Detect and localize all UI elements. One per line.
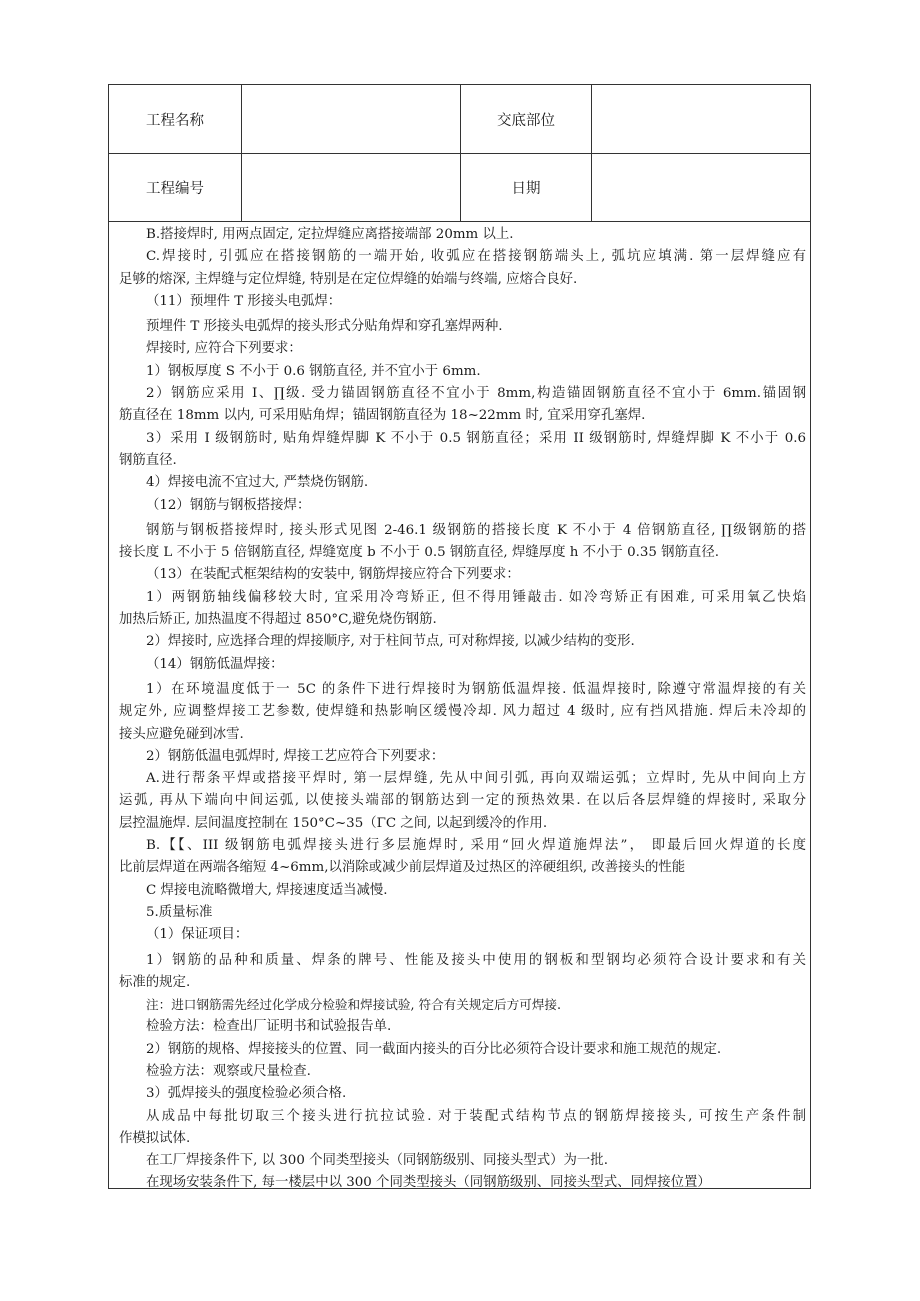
body-line: 检验方法：检查出厂证明书和试验报告单.	[146, 1019, 392, 1035]
body-line: （12）钢筋与钢板搭接焊：	[146, 497, 311, 513]
body-line: C.焊接时, 引弧应在搭接钢筋的一端开始, 收弧应在搭接钢筋端头上, 弧坑应填满. 第一层焊缝应有	[146, 249, 806, 265]
body-line: 2）钢筋的规格、焊接接头的位置、同一截面内接头的百分比必须符合设计要求和施工规范的规定.	[146, 1041, 722, 1057]
body-line: 在现场安装条件下, 每一楼层中以 300 个同类型接头（同钢筋级别、同接头型式、同焊接位置）	[146, 1175, 711, 1191]
project-no-value	[242, 154, 461, 221]
body-line: 标准的规定.	[119, 974, 191, 990]
body-line: （13）在装配式框架结构的安装中, 钢筋焊接应符合下列要求：	[146, 567, 520, 583]
body-line: 1）在环境温度低于一 5C 的条件下进行焊接时为钢筋低温焊接. 低温焊接时, 除遵守常温焊接的有关	[146, 681, 806, 697]
body-line: 2）钢筋低温电弧焊时, 焊接工艺应符合下列要求：	[146, 748, 445, 764]
handover-part-label: 交底部位	[461, 85, 592, 153]
body-line: 钢筋直径.	[119, 452, 177, 468]
header-row-1	[109, 85, 810, 154]
header-row-2	[109, 154, 810, 222]
body-line: （1）保证项目：	[146, 927, 249, 943]
body-line: 2）焊接时, 应选择合理的焊接顺序, 对于柱间节点, 可对称焊接, 以减少结构的变形.	[146, 634, 635, 650]
body-line: B.搭接焊时, 用两点固定, 定拉焊缝应离搭接端部 20mm 以上.	[146, 227, 514, 242]
body-line: A.进行帮条平焊或搭接平焊时, 第一层焊缝, 先从中间引弧, 再向双端运弧；立焊时, 先从中间向上方	[146, 771, 806, 787]
body-line: 1）钢筋的品种和质量、焊条的牌号、性能及接头中使用的钢板和型钢均必须符合设计要求和有关	[146, 952, 806, 968]
body-text	[109, 222, 810, 1195]
body-line: （11）预埋件 T 形接头电弧焊：	[146, 293, 342, 309]
body-line: 钢筋与钢板搭接焊时, 接头形式见图 2-46.1 级钢筋的搭接长度 K 不小于 4 倍钢筋直径, ∏级钢筋的搭	[146, 522, 806, 538]
body-line: 在工厂焊接条件下, 以 300 个同类型接头（同钢筋级别、同接头型式）为一批.	[146, 1153, 608, 1169]
body-line: 预埋件 T 形接头电弧焊的接头形式分贴角焊和穿孔塞焊两种.	[146, 319, 503, 335]
body-line: 2）钢筋应采用 I、∏级. 受力锚固钢筋直径不宜小于 8mm,构造锚固钢筋直径不宜小于 6mm.锚固钢	[146, 386, 806, 402]
body-line: 检验方法：观察或尺量检查.	[146, 1063, 311, 1079]
body-line: C 焊接电流略微增大, 焊接速度适当减慢.	[146, 882, 388, 898]
body-line: 规定外, 应调整焊接工艺参数, 使焊缝和热影响区缓慢冷却. 风力超过 4 级时, 应有挡风措施. 焊后未冷却的	[119, 704, 806, 720]
body-line: 4）焊接电流不宜过大, 严禁烧伤钢筋.	[146, 475, 369, 491]
body-line: 足够的熔深, 主焊缝与定位焊缝, 特别是在定位焊缝的始端与终端, 应熔合良好.	[119, 271, 578, 287]
handover-sheet	[108, 84, 811, 1189]
note-line: 注：进口钢筋需先经过化学成分检验和焊接试验, 符合有关规定后方可焊接.	[146, 997, 562, 1013]
body-line: 作模拟试体.	[119, 1130, 191, 1146]
body-line: 加热后矫正, 加热温度不得超过 850°C,避免烧伤钢筋.	[119, 612, 437, 628]
body-line: 比前层焊道在两端各缩短 4~6mm,以消除或减少前层焊道及过热区的淬硬组织, 改善接头的性能	[119, 860, 686, 876]
date-label: 日期	[461, 154, 592, 221]
body-line: 3）采用 I 级钢筋时, 贴角焊缝焊脚 K 不小于 0.5 钢筋直径；采用 II 级钢筋时, 焊缝焊脚 K 不小于 0.6	[146, 430, 806, 446]
project-name-label: 工程名称	[109, 85, 242, 153]
project-name-value	[242, 85, 461, 153]
body-line: 焊接时, 应符合下列要求：	[146, 341, 302, 357]
body-line: 运弧, 再从下端向中间运弧, 以使接头端部的钢筋达到一定的预热效果. 在以后各层焊缝的焊接时, 采取分	[119, 793, 806, 809]
section-heading: 5.质量标准	[146, 904, 213, 920]
handover-part-value	[592, 85, 811, 153]
body-line: 从成品中每批切取三个接头进行抗拉试验. 对于装配式结构节点的钢筋焊接接头, 可按生产条件制	[146, 1108, 806, 1124]
body-line: 1）钢板厚度 S 不小于 0.6 钢筋直径, 并不宜小于 6mm.	[146, 363, 481, 379]
body-line: 接长度 L 不小于 5 倍钢筋直径, 焊缝宽度 b 不小于 0.5 钢筋直径, 焊缝厚度 h 不小于 0.35 钢筋直径.	[119, 545, 719, 561]
project-no-label: 工程编号	[109, 154, 242, 221]
body-line: 1）两钢筋轴线偏移较大时, 宜采用冷弯矫正, 但不得用锤敲击. 如冷弯矫正有困难, 可采用氧乙快焰	[146, 589, 806, 605]
body-line: 层控温施焊. 层间温度控制在 150°C~35（ΓC 之间, 以起到缓冷的作用.	[119, 815, 548, 831]
body-line: （14）钢筋低温焊接：	[146, 656, 284, 672]
body-line: B.【【、III 级钢筋电弧焊接头进行多层施焊时, 采用“回火焊道施焊法”， 即最后回火焊道的长度	[146, 838, 806, 854]
body-line: 3）弧焊接头的强度检验必须合格.	[146, 1086, 347, 1102]
body-line: 筋直径在 18mm 以内, 可采用贴角焊；锚固钢筋直径为 18~22mm 时, 宜采用穿孔塞焊.	[119, 408, 646, 424]
body-line: 接头应避免碰到冰雪.	[119, 726, 244, 742]
date-value	[592, 154, 811, 221]
